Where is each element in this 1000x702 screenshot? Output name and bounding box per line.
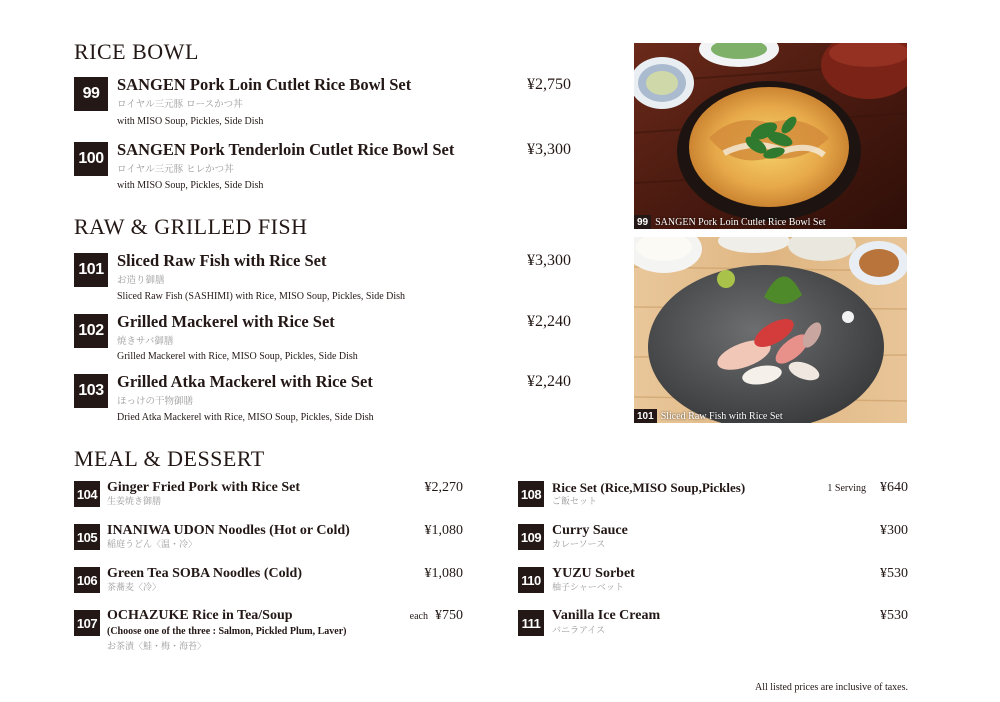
item-japanese-name: ロイヤル三元豚 ヒレかつ丼	[117, 164, 234, 175]
item-number-badge: 103	[74, 374, 108, 408]
item-name: Curry Sauce	[552, 523, 628, 538]
price-qualifier: each	[409, 611, 428, 622]
item-options: (Choose one of the three : Salmon, Pickled Plum, Laver)	[107, 626, 347, 637]
item-number-badge: 107	[74, 610, 100, 636]
item-price: ¥530	[880, 566, 908, 581]
sashimi-illustration	[634, 237, 907, 423]
tax-note: All listed prices are inclusive of taxes.	[754, 682, 908, 693]
item-description: Grilled Mackerel with Rice, MISO Soup, Pickles, Side Dish	[117, 351, 358, 362]
item-name: OCHAZUKE Rice in Tea/Soup	[107, 608, 293, 623]
photo-pork-cutlet-rice-bowl	[634, 43, 907, 229]
photo-caption	[634, 215, 826, 229]
item-name: INANIWA UDON Noodles (Hot or Cold)	[107, 523, 350, 538]
item-number-badge: 99	[74, 77, 108, 111]
item-name: Grilled Mackerel with Rice Set	[117, 312, 335, 331]
item-description: with MISO Soup, Pickles, Side Dish	[117, 116, 264, 127]
item-price: ¥1,080	[424, 523, 463, 538]
item-japanese-name: ご飯セット	[552, 497, 598, 507]
item-price: ¥2,240	[527, 313, 571, 330]
item-price: ¥2,750	[527, 76, 571, 93]
item-name: Vanilla Ice Cream	[552, 608, 661, 623]
item-name: Grilled Atka Mackerel with Rice Set	[117, 372, 373, 391]
item-description: Dried Atka Mackerel with Rice, MISO Soup, Pickles, Side Dish	[117, 412, 374, 423]
photo-caption	[634, 409, 783, 423]
item-japanese-name: 焼きサバ御膳	[117, 336, 174, 347]
item-price: ¥640	[880, 480, 908, 495]
item-japanese-name: ほっけの干物御膳	[117, 396, 194, 407]
item-japanese-name: 稲庭うどん〈温・冷〉	[107, 540, 198, 550]
item-japanese-name: ロイヤル三元豚 ロースかつ丼	[117, 99, 243, 110]
item-japanese-name: 生姜焼き御膳	[107, 497, 162, 507]
item-price: ¥1,080	[424, 566, 463, 581]
item-price: ¥2,270	[424, 480, 463, 495]
item-japanese-name: お茶漬〈鮭・梅・海苔〉	[107, 642, 207, 652]
item-number-badge: 101	[74, 253, 108, 287]
item-japanese-name: 柚子シャーベット	[552, 583, 624, 593]
photo-caption-text: SANGEN Pork Loin Cutlet Rice Bowl Set	[655, 216, 826, 228]
item-number-badge: 109	[518, 524, 544, 550]
item-name: SANGEN Pork Loin Cutlet Rice Bowl Set	[117, 75, 412, 94]
item-description: with MISO Soup, Pickles, Side Dish	[117, 180, 264, 191]
item-name: Sliced Raw Fish with Rice Set	[117, 251, 327, 270]
item-japanese-name: カレーソース	[552, 540, 606, 550]
item-name: Rice Set (Rice,MISO Soup,Pickles)	[552, 480, 746, 495]
price-qualifier: 1 Serving	[827, 483, 866, 494]
item-price: ¥3,300	[527, 141, 571, 158]
section-heading-raw-grilled-fish: RAW & GRILLED FISH	[74, 214, 308, 239]
item-number-badge: 108	[518, 481, 544, 507]
photo-sliced-raw-fish	[634, 237, 907, 423]
katsudon-illustration	[634, 43, 907, 229]
photo-caption-number: 101	[634, 409, 657, 423]
item-number-badge: 100	[74, 142, 108, 176]
item-number-badge: 110	[518, 567, 544, 593]
photo-caption-number: 99	[634, 215, 651, 229]
item-price: ¥2,240	[527, 373, 571, 390]
item-name: YUZU Sorbet	[552, 566, 635, 581]
item-japanese-name: 茶蕎麦〈冷〉	[107, 583, 162, 593]
item-name: Ginger Fried Pork with Rice Set	[107, 480, 300, 495]
item-number-badge: 105	[74, 524, 100, 550]
item-japanese-name: お造り御膳	[117, 275, 165, 286]
section-heading-rice-bowl: RICE BOWL	[74, 39, 199, 64]
item-japanese-name: バニラアイス	[552, 626, 606, 636]
item-name: Green Tea SOBA Noodles (Cold)	[107, 566, 302, 581]
item-price: ¥3,300	[527, 252, 571, 269]
section-heading-meal-dessert: MEAL & DESSERT	[74, 446, 265, 471]
item-description: Sliced Raw Fish (SASHIMI) with Rice, MISO Soup, Pickles, Side Dish	[117, 291, 406, 302]
item-price: ¥750	[435, 608, 463, 623]
item-number-badge: 104	[74, 481, 100, 507]
item-number-badge: 111	[518, 610, 544, 636]
photo-caption-text: Sliced Raw Fish with Rice Set	[660, 410, 783, 422]
item-name: SANGEN Pork Tenderloin Cutlet Rice Bowl Set	[117, 140, 455, 159]
item-number-badge: 106	[74, 567, 100, 593]
item-price: ¥530	[880, 608, 908, 623]
item-price: ¥300	[880, 523, 908, 538]
item-number-badge: 102	[74, 314, 108, 348]
